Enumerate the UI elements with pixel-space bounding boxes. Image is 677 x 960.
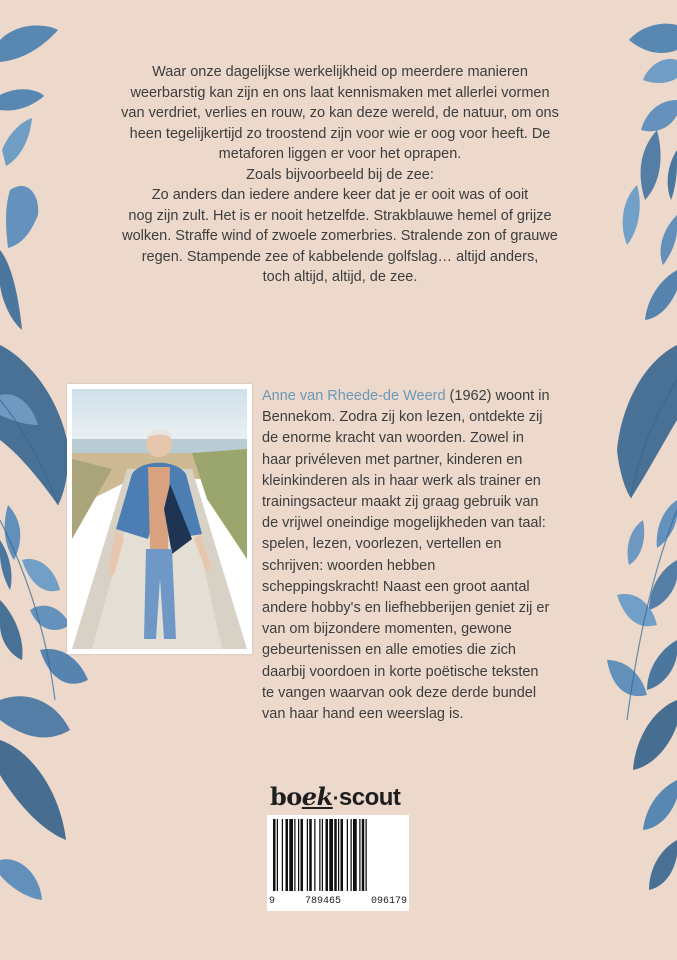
barcode-bar: [301, 819, 304, 891]
author-bio: [262, 386, 552, 725]
intro-line: Zo anders dan iedere andere keer dat je er ooit was of ooit: [151, 187, 529, 203]
right-leaves-illustration: [567, 0, 677, 960]
barcode-digits-left: 789465: [304, 896, 341, 907]
barcode-bar: [351, 819, 352, 891]
logo-part-2: ek: [301, 782, 333, 811]
intro-line: heen tegelijkertijd zo troostend zijn voor wie er oog voor heeft. De: [129, 125, 551, 142]
barcode-bar: [307, 819, 308, 891]
intro-line: metaforen liggen er voor het oprapen.: [218, 146, 462, 162]
intro-line: van verdriet, verlies en rouw, zo kan deze wereld, de natuur, om ons: [121, 105, 559, 121]
logo-part-3: scout: [338, 784, 401, 811]
barcode-bar: [341, 819, 344, 891]
barcode-bar: [314, 819, 315, 891]
barcode-bar: [277, 819, 278, 891]
barcode-digits-right: 096179: [370, 896, 407, 907]
author-name: Anne van Rheede-de Weerd: [262, 388, 446, 404]
barcode-bar: [309, 819, 312, 891]
intro-text: [120, 62, 560, 288]
barcode-bar: [353, 819, 357, 891]
barcode-bars: [273, 819, 403, 891]
intro-line: Waar onze dagelijkse werkelijkheid op meerdere manieren: [152, 64, 528, 80]
intro-line: regen. Stampende zee of kabbelende golfslag… altijd anders,: [141, 248, 539, 265]
barcode-bar: [322, 819, 323, 891]
barcode-bar: [366, 819, 367, 891]
barcode-bar: [329, 819, 333, 891]
intro-line: nog zijn zult. Het is er nooit hetzelfde. Strakblauwe hemel of grijze: [128, 207, 552, 224]
barcode-bar: [289, 819, 293, 891]
barcode-bar: [362, 819, 365, 891]
barcode-bar: [334, 819, 337, 891]
barcode-bar: [286, 819, 289, 891]
intro-line: toch altijd, altijd, de zee.: [262, 269, 418, 285]
author-bio-text: (1962) woont in Bennekom. Zodra zij kon lezen, ontdekte zij de enorme kracht van woorden. Zowel in haar privéleven met partner, kinderen en kleinkinderen als in haar werk als trainer en trainingsacteur maakt zij graag gebruik van de vrijwel oneindige mogelijkheden van taal: spelen, lezen, voorlezen, vertellen en schrijven: woorden hebben scheppingskracht! Naast een groot aantal andere hobby's en liefhebberijen geniet zij er van om bijzondere momenten, gewone gebeurtenissen en alle emoties die zich daarbij voordoen in korte poëtische teksten te vangen waarvan ook deze derde bundel van haar hand een weerslag is.: [262, 388, 550, 723]
intro-line: wolken. Straffe wind of zwoele zomerbries. Stralende zon of grauwe: [122, 228, 558, 244]
barcode-digit-prefix: 9: [269, 896, 276, 907]
author-photo: [67, 384, 252, 654]
logo-separator: ·: [332, 788, 339, 810]
barcode-bar: [298, 819, 299, 891]
barcode-bar: [326, 819, 329, 891]
barcode-bar: [273, 819, 276, 891]
barcode-bar: [347, 819, 348, 891]
barcode-bar: [282, 819, 283, 891]
barcode-bar: [319, 819, 320, 891]
barcode-bar: [359, 819, 360, 891]
isbn-barcode: [267, 815, 409, 911]
barcode-bar: [294, 819, 295, 891]
barcode-bar: [338, 819, 339, 891]
publisher-logo: [270, 782, 410, 812]
logo-part-1: bo: [270, 782, 302, 811]
intro-line: weerbarstig kan zijn en ons laat kennismaken met allerlei vormen: [130, 84, 550, 101]
intro-line: Zoals bijvoorbeeld bij de zee:: [246, 166, 434, 183]
